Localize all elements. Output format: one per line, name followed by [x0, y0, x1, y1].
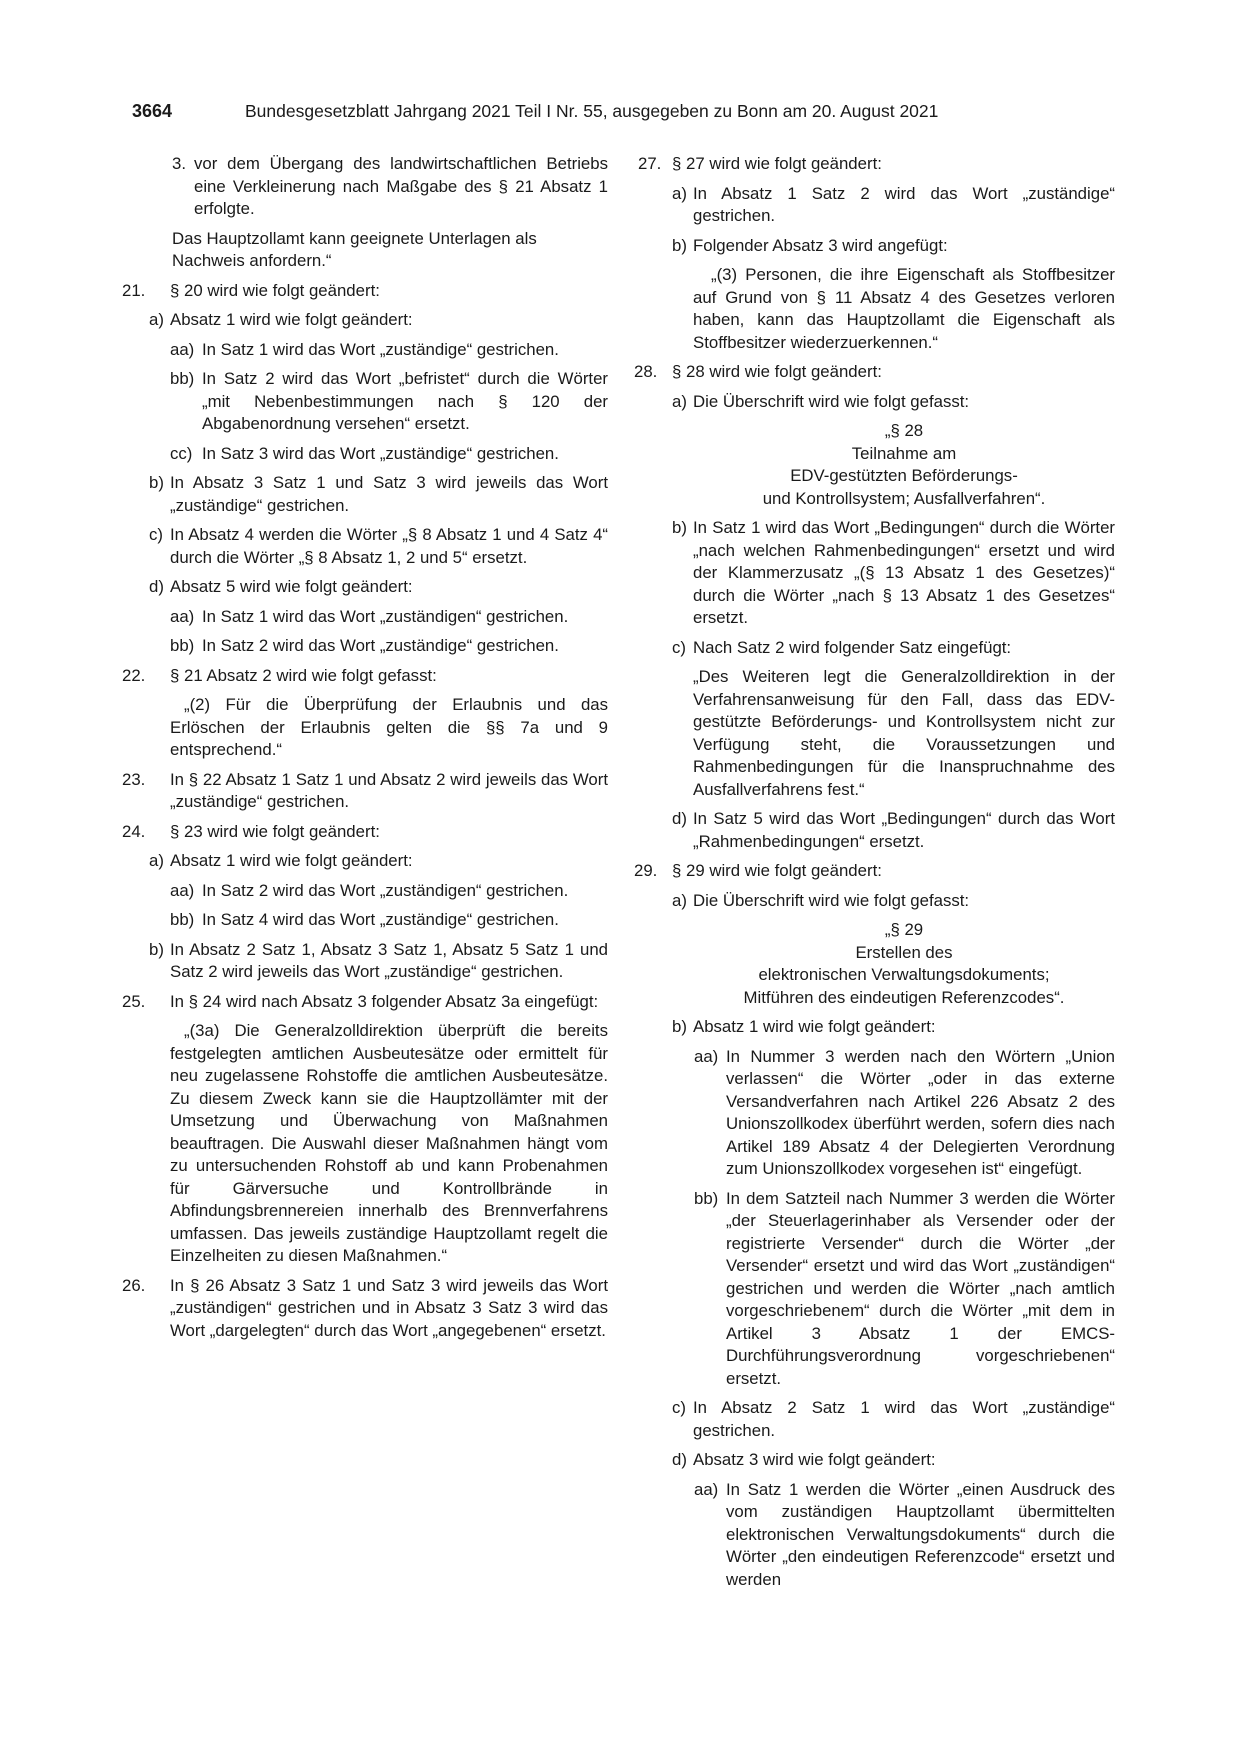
item-text: In Satz 5 wird das Wort „Bedingungen“ durch das Wort „Rahmenbedingungen“ ersetzt.	[693, 809, 1115, 851]
section-heading-line: und Kontrollsystem; Ausfallverfahren“.	[762, 488, 1046, 508]
list-item-24a-aa	[132, 880, 608, 903]
item-label: cc)	[170, 443, 193, 463]
list-item-21a-aa	[132, 339, 608, 362]
list-item-24b	[132, 939, 608, 984]
item-text: § 23 wird wie folgt geändert:	[170, 821, 380, 841]
right-column	[634, 153, 1115, 1598]
item-label: 3.	[172, 154, 186, 173]
quote-22: „(2) Für die Überprüfung der Erlaubnis und das Erlöschen der Erlaubnis gelten die §§ 7a und 9 entsprechend.“	[170, 695, 608, 759]
item-label: a)	[672, 183, 687, 203]
item-text: In Absatz 2 Satz 1, Absatz 3 Satz 1, Absatz 5 Satz 1 und Satz 2 wird jeweils das Wort „zuständige“ gestrichen.	[170, 939, 608, 981]
item-text: In dem Satzteil nach Nummer 3 werden die Wörter „der Steuerlagerinhaber als Versender oder der registrierte Versender“ durch die Wörter „der Versender“ ersetzt und wird das Wort „zuständigen“ gestrichen und werden die Wörter „nach amtlich vorgeschriebenem“ durch die Wörter „mit dem in Artikel 3 Absatz 1 der EMCS-Durchführungsverordnung vorgeschriebenen“ ersetzt.	[726, 1188, 1115, 1388]
quote-27b: „(3) Personen, die ihre Eigenschaft als Stoffbesitzer auf Grund von § 11 Absatz 4 des Gesetzes verloren haben, kann das Hauptzollamt die Eigenschaft als Stoffbesitzer wiederzuerkennen.“	[693, 265, 1115, 352]
item-text: In Satz 2 wird das Wort „befristet“ durch die Wörter „mit Nebenbestimmungen nach § 120 der Abgabenordnung versehen“ ersetzt.	[202, 369, 608, 433]
item-label: bb)	[170, 369, 195, 388]
item-label: d)	[672, 1450, 687, 1469]
list-item-21d-bb	[132, 635, 608, 658]
list-item-21c	[132, 524, 608, 569]
paragraph-hauptzollamt: Das Hauptzollamt kann geeignete Unterlagen als Nachweis anfordern.“	[172, 228, 537, 270]
item-text: Nach Satz 2 wird folgender Satz eingefügt:	[693, 637, 1012, 657]
heading-block-28	[638, 420, 1115, 510]
item-label: 22.	[122, 665, 146, 685]
list-item-21	[122, 280, 608, 303]
gazette-title: Bundesgesetzblatt Jahrgang 2021 Teil I Nr. 55, ausgegeben zu Bonn am 20. August 2021	[245, 101, 939, 121]
item-label: aa)	[694, 1479, 719, 1499]
item-text: In Satz 1 werden die Wörter „einen Ausdruck des vom zuständigen Hauptzollamt übermittelten elektronischen Verwaltungsdokuments“ durch die Wörter „den eindeutigen Referenzcode“ ersetzt und werden	[726, 1479, 1115, 1589]
list-item-21d	[132, 576, 608, 599]
item-text: In § 24 wird nach Absatz 3 folgender Absatz 3a eingefügt:	[170, 991, 599, 1011]
item-label: c)	[149, 525, 163, 544]
item-label: aa)	[170, 606, 195, 626]
item-text: In Satz 1 wird das Wort „Bedingungen“ durch die Wörter „nach welchen Rahmenbedingungen“ ersetzt und wird der Klammerzusatz „(§ 13 Absatz 1 des Gesetzes)“ durch die Wörter „nach § 13 Absatz 1 des Gesetzes“ ersetzt.	[693, 518, 1115, 627]
page-header	[132, 101, 998, 127]
list-item-21b	[132, 472, 608, 517]
item-label: 23.	[122, 769, 146, 789]
item-label: d)	[672, 809, 687, 828]
item-text: In Absatz 3 Satz 1 und Satz 3 wird jeweils das Wort „zuständige“ gestrichen.	[170, 473, 608, 515]
item-text: In Satz 2 wird das Wort „zuständigen“ gestrichen.	[202, 880, 569, 900]
item-text: Die Überschrift wird wie folgt gefasst:	[693, 890, 970, 910]
list-item-29c	[638, 1397, 1115, 1442]
list-item-26	[122, 1275, 608, 1343]
list-item-28b	[638, 517, 1115, 630]
item-label: d)	[149, 577, 164, 596]
list-item-22	[122, 665, 608, 688]
list-item-27b	[638, 235, 1115, 258]
item-label: bb)	[170, 910, 195, 929]
item-label: a)	[149, 851, 164, 870]
list-item-28d	[638, 808, 1115, 853]
item-text: § 29 wird wie folgt geändert:	[672, 861, 882, 880]
item-label: 29.	[634, 861, 658, 880]
item-text: In § 26 Absatz 3 Satz 1 und Satz 3 wird jeweils das Wort „zuständigen“ gestrichen und in Absatz 3 Satz 3 wird das Wort „dargelegten“ durch das Wort „angegebenen“ ersetzt.	[170, 1275, 608, 1340]
list-item-3	[132, 153, 608, 221]
list-item-29d	[638, 1449, 1115, 1472]
item-label: b)	[672, 1017, 687, 1036]
section-heading-line: Mitführen des eindeutigen Referenzcodes“.	[743, 987, 1065, 1007]
quote-28c: „Des Weiteren legt die Generalzolldirektion in der Verfahrensanweisung für den Fall, dass das EDV-gestützte Beförderungs- und Kontrollsystem nicht zur Verfügung steht, die Voraussetzungen und Rahmenbedingungen für die Inanspruchnahme des Ausfallverfahrens fest.“	[693, 667, 1115, 799]
item-label: aa)	[170, 880, 195, 900]
list-item-29a	[638, 890, 1115, 913]
list-item-29b-aa	[638, 1046, 1115, 1181]
heading-block-29	[638, 919, 1115, 1009]
item-text: Absatz 1 wird wie folgt geändert:	[170, 851, 413, 870]
list-item-24	[122, 821, 608, 844]
list-item-24a-bb	[132, 909, 608, 932]
item-text: In § 22 Absatz 1 Satz 1 und Absatz 2 wird jeweils das Wort „zuständige“ gestrichen.	[170, 769, 608, 811]
item-label: bb)	[694, 1188, 719, 1208]
item-text: In Satz 1 wird das Wort „zuständigen“ gestrichen.	[202, 606, 569, 626]
item-text: In Satz 1 wird das Wort „zuständige“ gestrichen.	[202, 339, 559, 359]
item-text: § 27 wird wie folgt geändert:	[672, 154, 882, 173]
item-text: In Nummer 3 werden nach den Wörtern „Union verlassen“ die Wörter „oder in das externe Versandverfahren nach Artikel 226 Absatz 2 des Unionszollkodex überführt werden, sofern dies nach Artikel 189 Absatz 4 der Delegierten Verordnung zum Unionszollkodex vorgesehen ist“ eingefügt.	[726, 1046, 1115, 1178]
item-label: c)	[672, 1398, 686, 1417]
item-label: bb)	[170, 636, 195, 655]
item-text: § 21 Absatz 2 wird wie folgt gefasst:	[170, 665, 437, 685]
item-label: b)	[672, 518, 687, 537]
list-item-27a	[638, 183, 1115, 228]
list-item-21a-cc	[132, 443, 608, 466]
item-text: In Satz 4 wird das Wort „zuständige“ gestrichen.	[202, 910, 559, 929]
list-item-29	[634, 860, 1115, 883]
list-item-21a-bb	[132, 368, 608, 436]
list-item-21d-aa	[132, 606, 608, 629]
item-label: a)	[149, 310, 164, 329]
item-text: In Absatz 1 Satz 2 wird das Wort „zuständige“ gestrichen.	[693, 183, 1115, 225]
item-label: aa)	[694, 1046, 719, 1066]
page-number: 3664	[132, 101, 173, 121]
list-item-29b	[638, 1016, 1115, 1039]
item-text: Absatz 1 wird wie folgt geändert:	[693, 1017, 936, 1036]
list-item-29d-aa	[638, 1479, 1115, 1592]
item-text: Die Überschrift wird wie folgt gefasst:	[693, 391, 970, 411]
item-label: b)	[149, 473, 164, 492]
item-text: In Satz 2 wird das Wort „zuständige“ gestrichen.	[202, 636, 559, 655]
item-label: 27.	[638, 154, 662, 173]
section-heading-number: „§ 28	[884, 421, 924, 440]
item-label: 25.	[122, 991, 146, 1011]
list-item-27	[638, 153, 1115, 176]
left-column	[122, 153, 608, 1349]
list-item-23	[122, 769, 608, 814]
list-item-28a	[638, 391, 1115, 414]
item-label: aa)	[170, 339, 195, 359]
section-heading-number: „§ 29	[884, 920, 924, 939]
section-heading-line: Erstellen des	[855, 942, 953, 962]
item-label: 26.	[122, 1275, 146, 1295]
item-label: 24.	[122, 821, 146, 841]
item-text: vor dem Übergang des landwirtschaftlichen Betriebs eine Verkleinerung nach Maßgabe des § 21 Absatz 1 erfolgte.	[194, 154, 608, 218]
section-heading-line: EDV-gestützten Beförderungs-	[790, 466, 1018, 485]
list-item-29b-bb	[638, 1188, 1115, 1391]
item-text: In Satz 3 wird das Wort „zuständige“ gestrichen.	[202, 443, 559, 463]
item-label: 21.	[122, 280, 146, 300]
item-label: b)	[149, 939, 164, 959]
item-text: Folgender Absatz 3 wird angefügt:	[693, 235, 948, 255]
item-text: Absatz 1 wird wie folgt geändert:	[170, 310, 413, 329]
item-label: b)	[672, 235, 687, 255]
list-item-25	[122, 991, 608, 1014]
list-item-28c	[638, 637, 1115, 660]
item-label: 28.	[634, 362, 658, 381]
item-text: § 20 wird wie folgt geändert:	[170, 280, 380, 300]
item-label: a)	[672, 391, 687, 411]
list-item-28	[634, 361, 1115, 384]
item-text: In Absatz 4 werden die Wörter „§ 8 Absatz 1 und 4 Satz 4“ durch die Wörter „§ 8 Absatz 1, 2 und 5“ ersetzt.	[170, 525, 608, 567]
item-text: Absatz 3 wird wie folgt geändert:	[693, 1450, 936, 1469]
item-label: a)	[672, 890, 687, 910]
section-heading-line: elektronischen Verwaltungsdokuments;	[758, 965, 1050, 984]
list-item-24a	[132, 850, 608, 873]
item-label: c)	[672, 637, 686, 657]
list-item-21a	[132, 309, 608, 332]
item-text: § 28 wird wie folgt geändert:	[672, 362, 882, 381]
item-text: Absatz 5 wird wie folgt geändert:	[170, 577, 413, 596]
item-text: In Absatz 2 Satz 1 wird das Wort „zuständige“ gestrichen.	[693, 1398, 1115, 1440]
quote-25: „(3a) Die Generalzolldirektion überprüft die bereits festgelegten amtlichen Ausbeutesätze oder ermittelt für neu zugelassene Rohstoffe die amtlichen Ausbeutesätze. Zu diesem Zweck kann sie die Hauptzollämter mit der Umsetzung und Überwachung von Maßnahmen beauftragen. Die Auswahl dieser Maßnahmen hängt vom zu untersuchenden Rohstoff ab und kann Probenahmen für Gärversuche und Kontrollbrände in Abfindungsbrennereien innerhalb des Brennverfahrens umfassen. Das jeweils zuständige Hauptzollamt regelt die Einzelheiten zu diesen Maßnahmen.“	[170, 1021, 608, 1265]
section-heading-line: Teilnahme am	[851, 443, 957, 463]
